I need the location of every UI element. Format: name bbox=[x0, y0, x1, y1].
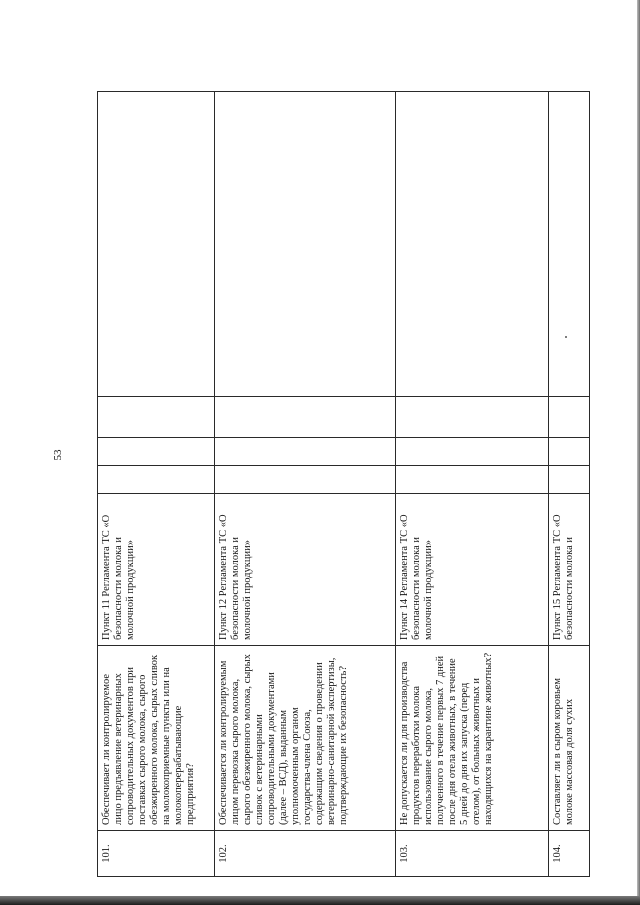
question-cell: Составляет ли в сыром коровьем молоке массовая доля сухих bbox=[549, 646, 590, 831]
reference-cell: Пункт 15 Регламента ТС «О безопасности молока и bbox=[549, 494, 590, 646]
rotated-table-container bbox=[97, 92, 581, 877]
answer-yes-cell bbox=[215, 466, 396, 494]
row-number-cell: 103. bbox=[396, 831, 549, 877]
row-number-cell: 101. bbox=[98, 831, 215, 877]
question-cell: Обеспечивает ли контролируемое лицо предъявление ветеринарных сопроводительных документов при поставках сырого молока, сырого обезжиренного молока, сырых сливок на молокоприемные пункты или на молокоперерабатывающие предприятия? bbox=[98, 646, 215, 831]
answer-yes-cell bbox=[549, 466, 590, 494]
table-row bbox=[215, 92, 396, 877]
remarks-cell bbox=[396, 92, 549, 397]
answer-na-cell bbox=[98, 397, 215, 438]
remarks-cell bbox=[98, 92, 215, 397]
answer-na-cell bbox=[549, 397, 590, 438]
row-number-cell: 104. bbox=[549, 831, 590, 877]
page-number: 53 bbox=[52, 449, 64, 461]
remarks-cell bbox=[215, 92, 396, 397]
table-row bbox=[396, 92, 549, 877]
reference-cell: Пункт 11 Регламента ТС «О безопасности молока и молочной продукции» bbox=[98, 494, 215, 646]
requirements-table bbox=[97, 91, 590, 877]
table-row bbox=[549, 92, 590, 877]
answer-no-cell bbox=[396, 438, 549, 466]
answer-no-cell bbox=[549, 438, 590, 466]
answer-na-cell bbox=[396, 397, 549, 438]
scan-edge-bottom bbox=[0, 896, 640, 905]
answer-no-cell bbox=[215, 438, 396, 466]
row-number-cell: 102. bbox=[215, 831, 396, 877]
reference-cell: Пункт 12 Регламента ТС «О безопасности молока и молочной продукции» bbox=[215, 494, 396, 646]
question-cell: Не допускается ли для производства продуктов переработки молока использование сырого молока, полученного в течение первых 7 дней после дня отела животных, в течение 5 дней до дня их запуска (перед отелом), от больных животных и находящихся на карантине животных? bbox=[396, 646, 549, 831]
scan-speck bbox=[565, 336, 567, 338]
answer-yes-cell bbox=[396, 466, 549, 494]
question-cell: Обеспечивается ли контролируемым лицом перевозка сырого молока, сырого обезжиренного молока, сырых сливок с ветеринарными сопроводительными документами (далее – ВСД), выданным уполномоченным органом государства-члена Союза, содержащим сведения о проведении ветеринарно-санитарной экспертизы, подтверждающие их безопасность? bbox=[215, 646, 396, 831]
answer-no-cell bbox=[98, 438, 215, 466]
table-row bbox=[98, 92, 215, 877]
answer-na-cell bbox=[215, 397, 396, 438]
remarks-cell bbox=[549, 92, 590, 397]
reference-cell: Пункт 14 Регламента ТС «О безопасности молока и молочной продукции» bbox=[396, 494, 549, 646]
answer-yes-cell bbox=[98, 466, 215, 494]
